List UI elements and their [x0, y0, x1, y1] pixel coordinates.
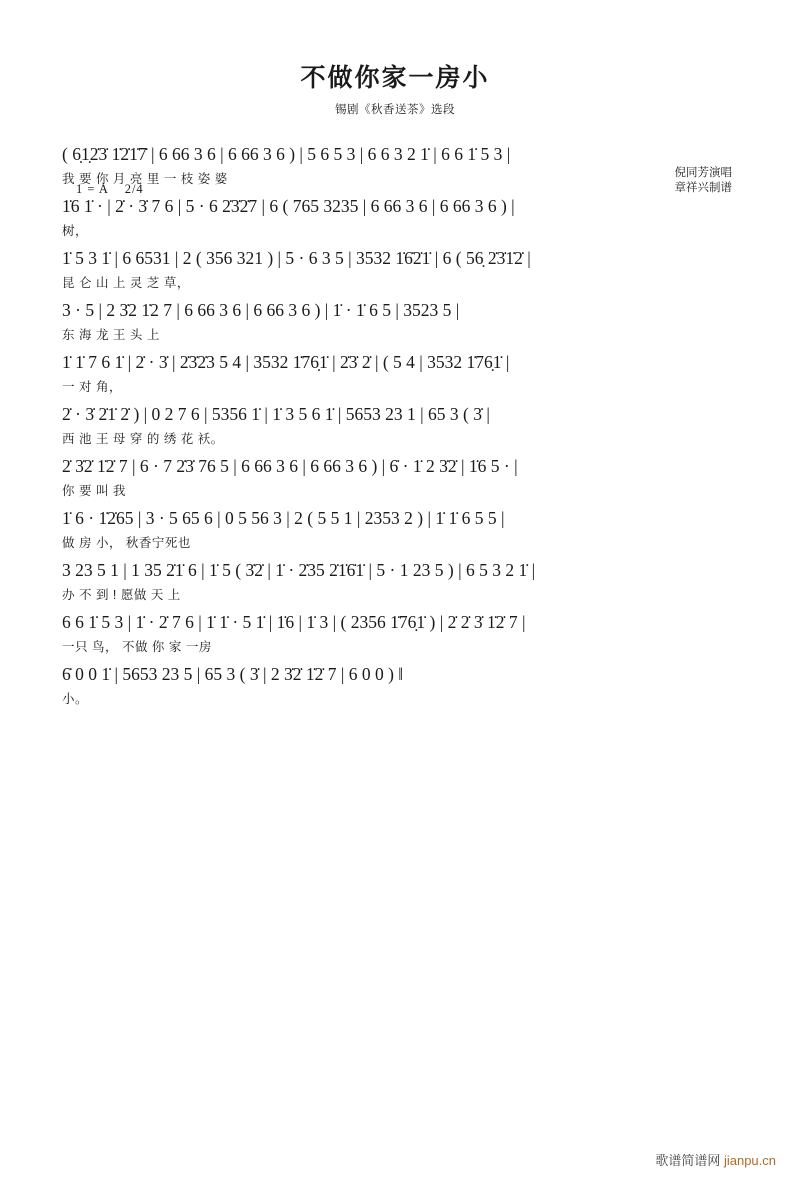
score-line [62, 659, 746, 709]
notation-row: 2̇ 3̇2̇ 1̇2̇ 7 | 6 · 7 2̇3̇ 76 5 | 6 66 3 6 | 6 66 3 6 ) | 6̇ · 1̇ 2 3̇2̇ | 1̇6 5 · | [62, 456, 518, 476]
notation-row: 1̇ 5 3 1̇ | 6 6531 | 2 ( 356 321 ) | 5 · 6 3 5 | 3532 1̇6̇2̇1̇ | 6 ( 56̣ 2̇3̇1̇2̇ | [62, 248, 531, 268]
score-line [62, 295, 746, 345]
score-line [62, 503, 746, 553]
key-signature: 1 = A [76, 182, 109, 196]
credit-singer: 倪同芳演唱 [674, 167, 732, 179]
score-line [62, 399, 746, 449]
score-line [62, 555, 746, 605]
lyrics-row: 一 对 角， [62, 380, 122, 394]
lyrics-row: 东 海 龙 王 头 上 [62, 328, 160, 342]
time-signature: 2/4 [124, 182, 144, 196]
page-subtitle: 锡剧《秋香送茶》选段 [335, 104, 455, 116]
score-line [62, 243, 746, 293]
notation-row: 1̇ 1̇ 7 6 1̇ | 2̇ · 3̇ | 2̇3̇2̇3 5 4 | 3532 1̇76̣1̇ | 2̇3̇ 2̇ | ( 5 4 | 3532 1̇76̣1̇ | [62, 352, 510, 372]
lyrics-row: 西 池 王 母 穿 的 绣 花 袄。 [62, 432, 224, 446]
notation-row: 6 6 1̇ 5 3 | 1̇ · 2̇ 7 6 | 1̇ 1̇ · 5 1̇ | 1̇6 | 1̇ 3 | ( 2356 1̇76̣1̇ ) | 2̇ 2̇ 3̇ 1̇2̇ 7 | [62, 612, 526, 632]
score-line [62, 139, 746, 189]
score-line [62, 451, 746, 501]
page-title: 不做你家一房小 [300, 64, 490, 92]
notation-row: 1̇ 6 · 1̇2̇65 | 3 · 5 65 6 | 0 5 56 3 | 2 ( 5 5 1 | 2353 2 ) | 1̇ 1̇ 6 5 5 | [62, 508, 505, 528]
lyrics-row: 小。 [62, 692, 89, 706]
notation-row: 1̇6 1̇ · | 2̇ · 3̇ 7 6 | 5 · 6 2̇3̇2̇7 | 6 ( 765 3235 | 6 66 3 6 | 6 66 3 6 ) | [62, 196, 515, 216]
footer-site-url: jianpu.cn [723, 1153, 776, 1168]
lyrics-row: 一只 鸟， 不做 你 家 一房 [62, 640, 212, 654]
sheet-music-page [0, 58, 790, 1177]
notation-row: ( 6̣1̣2̇3̇ 1̇2̇1̇7̇ | 6 66 3 6 | 6 66 3 6 ) | 5 6 5 3 | 6 6 3 2 1̇ | 6 6 1̇ 5 3 | [62, 144, 511, 164]
footer-watermark [655, 1150, 776, 1169]
notation-row: 3 23 5 1 | 1 35 2̇1̇ 6 | 1̇ 5 ( 3̇2̇ | 1̇ · 2̇35 2̇1̇6̇1̇ | 5 · 1 23 5 ) | 6 5 3 2 1̇ | [62, 560, 536, 580]
lyrics-row: 树， [62, 224, 89, 238]
lyrics-row: 做 房 小， 秋香宁死也 [62, 536, 191, 550]
notation-row: 3 · 5 | 2 3̇2 1̇2 7 | 6 66 3 6 | 6 66 3 6 ) | 1̇ · 1̇ 6 5 | 3523 5 | [62, 300, 460, 320]
lyrics-row: 我 要 你 月 亮 里 一 枝 姿 婆 [62, 172, 228, 186]
lyrics-row: 办 不 到 ! 愿做 天 上 [62, 588, 181, 602]
score-line [62, 191, 746, 241]
lyrics-row: 你 要 叫 我 [62, 484, 126, 498]
notation-row: 6̇ 0 0 1̇ | 5653 23 5 | 65 3 ( 3̇ | 2 3̇2̇ 1̇2̇ 7 | 6 0 0 ) ‖ [62, 664, 404, 684]
footer-site-name: 歌谱简谱网 [655, 1153, 721, 1168]
lyrics-row: 昆 仑 山 上 灵 芝 草， [62, 276, 190, 290]
score-line [62, 347, 746, 397]
score-body [62, 117, 746, 709]
credit-arranger: 章祥兴制谱 [674, 182, 732, 194]
notation-row: 2̇ · 3̇ 2̇1̇ 2̇ ) | 0 2 7 6 | 5356 1̇ | 1̇ 3 5 6 1̇ | 5653 23 1 | 65 3 ( 3̇ | [62, 404, 490, 424]
score-line [62, 607, 746, 657]
